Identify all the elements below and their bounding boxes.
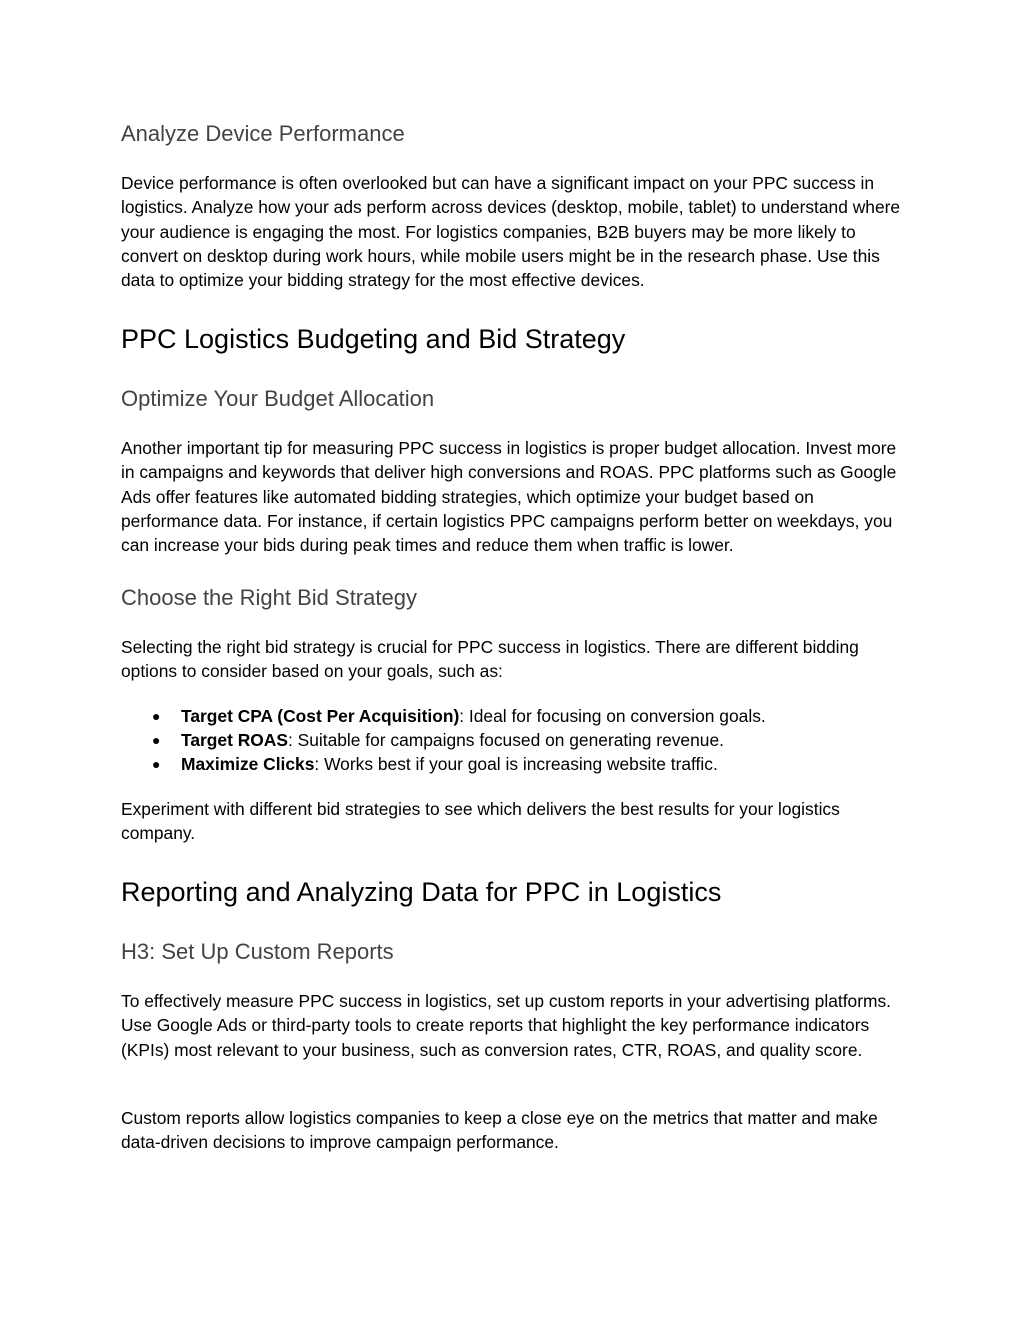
heading-analyze-device-performance: Analyze Device Performance [121, 121, 405, 146]
list-item-description: : Suitable for campaigns focused on generating revenue. [287, 730, 724, 750]
paragraph-budget-allocation: Another important tip for measuring PPC success in logistics is proper budget allocation. Invest more in campaigns and keywords that deliver high conversions and ROAS. PPC platforms such as Google Ads offer features like automated bidding strategies, which optimize your budget based on performance data. For instance, if certain logistics PPC campaigns perform better on weekdays, you can increase your bids during peak times and reduce them when traffic is lower. [121, 438, 897, 556]
list-item-term: Target CPA (Cost Per Acquisition) [181, 706, 460, 726]
heading-choose-bid-strategy: Choose the Right Bid Strategy [121, 585, 417, 610]
list-item [121, 728, 911, 752]
bullet-icon: ● [152, 756, 161, 772]
heading-custom-reports: H3: Set Up Custom Reports [121, 939, 394, 964]
paragraph-custom-reports-benefit: Custom reports allow logistics companies to keep a close eye on the metrics that matter and make data-driven decisions to improve campaign performance. [121, 1108, 878, 1153]
paragraph-experiment: Experiment with different bid strategies to see which delivers the best results for your logistics company. [121, 799, 840, 844]
list-item [121, 704, 911, 728]
paragraph-bid-strategy: Selecting the right bid strategy is crucial for PPC success in logistics. There are different bidding options to consider based on your goals, such as: [121, 637, 859, 682]
list-item-description: : Ideal for focusing on conversion goals. [459, 706, 766, 726]
bid-strategy-list [121, 704, 911, 776]
list-item [121, 752, 911, 776]
bullet-icon: ● [152, 732, 161, 748]
paragraph-device-performance: Device performance is often overlooked but can have a significant impact on your PPC success in logistics. Analyze how your ads perform across devices (desktop, mobile, tablet) to understand where your audience is engaging the most. For logistics companies, B2B buyers may be more likely to convert on desktop during work hours, while mobile users might be in the research phase. Use this data to optimize your bidding strategy for the most effective devices. [121, 173, 901, 291]
list-item-term: Target ROAS [181, 730, 288, 750]
heading-budgeting-bid-strategy: PPC Logistics Budgeting and Bid Strategy [121, 324, 626, 354]
paragraph-custom-reports: To effectively measure PPC success in logistics, set up custom reports in your advertising platforms. Use Google Ads or third-party tools to create reports that highlight the key performance indicators (KPIs) most relevant to your business, such as conversion rates, CTR, ROAS, and quality score. [121, 991, 892, 1060]
heading-optimize-budget: Optimize Your Budget Allocation [121, 386, 435, 411]
list-item-term: Maximize Clicks [181, 754, 315, 774]
bullet-icon: ● [152, 708, 161, 724]
heading-reporting-analyzing: Reporting and Analyzing Data for PPC in Logistics [121, 877, 722, 907]
list-item-description: : Works best if your goal is increasing website traffic. [314, 754, 718, 774]
